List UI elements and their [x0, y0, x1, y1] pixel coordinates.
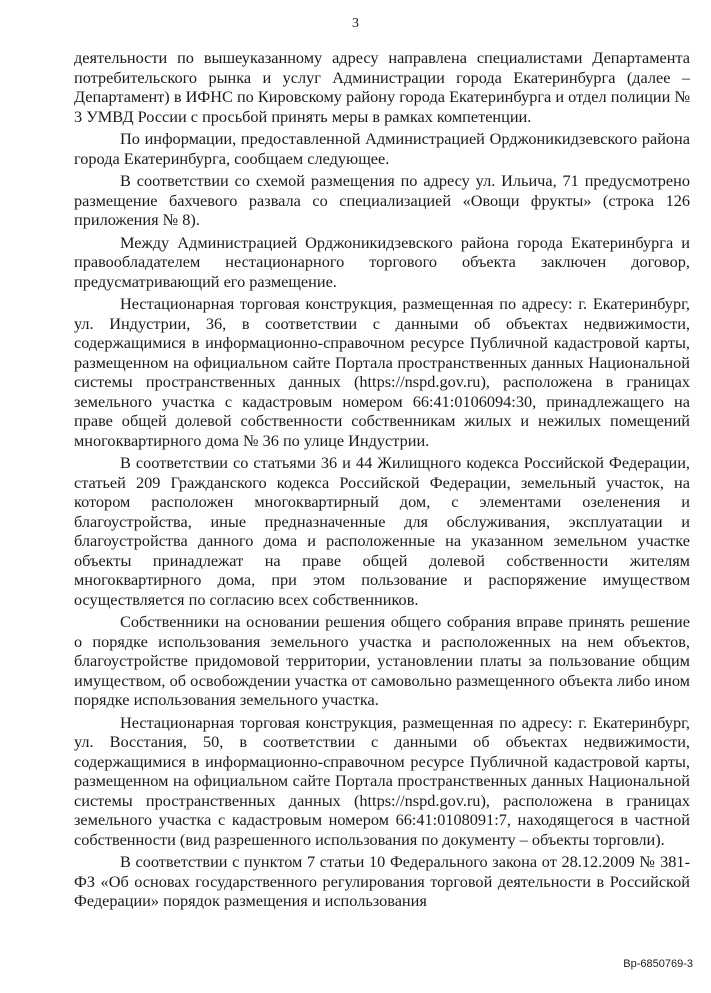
paragraph-contract: Между Администрацией Орджоникидзевского района города Екатеринбурга и правообладателем нестационарного торгового объекта заключен договор, предусматривающий его размещение. — [74, 232, 690, 291]
document-body — [74, 48, 690, 914]
paragraph-housing-code: В соответствии со статьями 36 и 44 Жилищного кодекса Российской Федерации, статьей 209 Гражданского кодекса Российской Федерации, земельный участок, на котором расположен многоквартирный дом, с элементами озеленения и благоустройства, иные предназначенные для обслуживания, эксплуатации и благоустройства данного дома и расположенные на указанном земельном участке объекты принадлежат на праве общей долевой собственности жителям многоквартирного дома, при этом пользование и распоряжение имуществом осуществляется по согласию всех собственников. — [74, 453, 690, 609]
paragraph-vosstaniya-50: Нестационарная торговая конструкция, размещенная по адресу: г. Екатеринбург, ул. Восстания, 50, в соответствии с данными об объектах недвижимости, содержащимися в информационно-справочном ресурсе Публичной кадастровой карты, размещенном на официальном сайте Портала пространственных данных Национальной системы пространственных данных (https://nspd.gov.ru), расположена в границах земельного участка с кадастровым номером 66:41:0108091:7, находящегося в частной собственности (вид разрешенного использования по документу – объекты торговли). — [74, 712, 690, 849]
paragraph-industrii-36: Нестационарная торговая конструкция, размещенная по адресу: г. Екатеринбург, ул. Индустрии, 36, в соответствии с данными об объектах недвижимости, содержащимися в информационно-справочном ресурсе Публичной кадастровой карты, размещенном на официальном сайте Портала пространственных данных Национальной системы пространственных данных (https://nspd.gov.ru), расположена в границах земельного участка с кадастровым номером 66:41:0106094:30, принадлежащего на праве общей долевой собственности собственникам жилых и нежилых помещений многоквартирного дома № 36 по улице Индустрии. — [74, 294, 690, 450]
document-code: Вр-6850769-3 — [623, 958, 693, 970]
paragraph-owners-decision: Собственники на основании решения общего собрания вправе принять решение о порядке использования земельного участка и расположенных на нем объектов, благоустройстве придомовой территории, установлении платы за пользование общим имуществом, об освобождении участка от самовольно размещенного объекта либо ином порядке использования земельного участка. — [74, 612, 690, 709]
paragraph-district-info: По информации, предоставленной Администрацией Орджоникидзевского района города Екатеринбурга, сообщаем следующее. — [74, 129, 690, 168]
page-number: 3 — [352, 16, 359, 31]
paragraph-continuation: деятельности по вышеуказанному адресу направлена специалистами Департамента потребительского рынка и услуг Администрации города Екатеринбурга (далее – Департамент) в ИФНС по Кировскому району города Екатеринбурга и отдел полиции № 3 УМВД России с просьбой принять меры в рамках компетенции. — [74, 48, 690, 126]
paragraph-placement-scheme: В соответствии со схемой размещения по адресу ул. Ильича, 71 предусмотрено размещение бахчевого развала со специализацией «Овощи фрукты» (строка 126 приложения № 8). — [74, 171, 690, 229]
paragraph-federal-law: В соответствии с пунктом 7 статьи 10 Федерального закона от 28.12.2009 № 381-ФЗ «Об основах государственного регулирования торговой деятельности в Российской Федерации» порядок размещения и использования — [74, 852, 690, 910]
